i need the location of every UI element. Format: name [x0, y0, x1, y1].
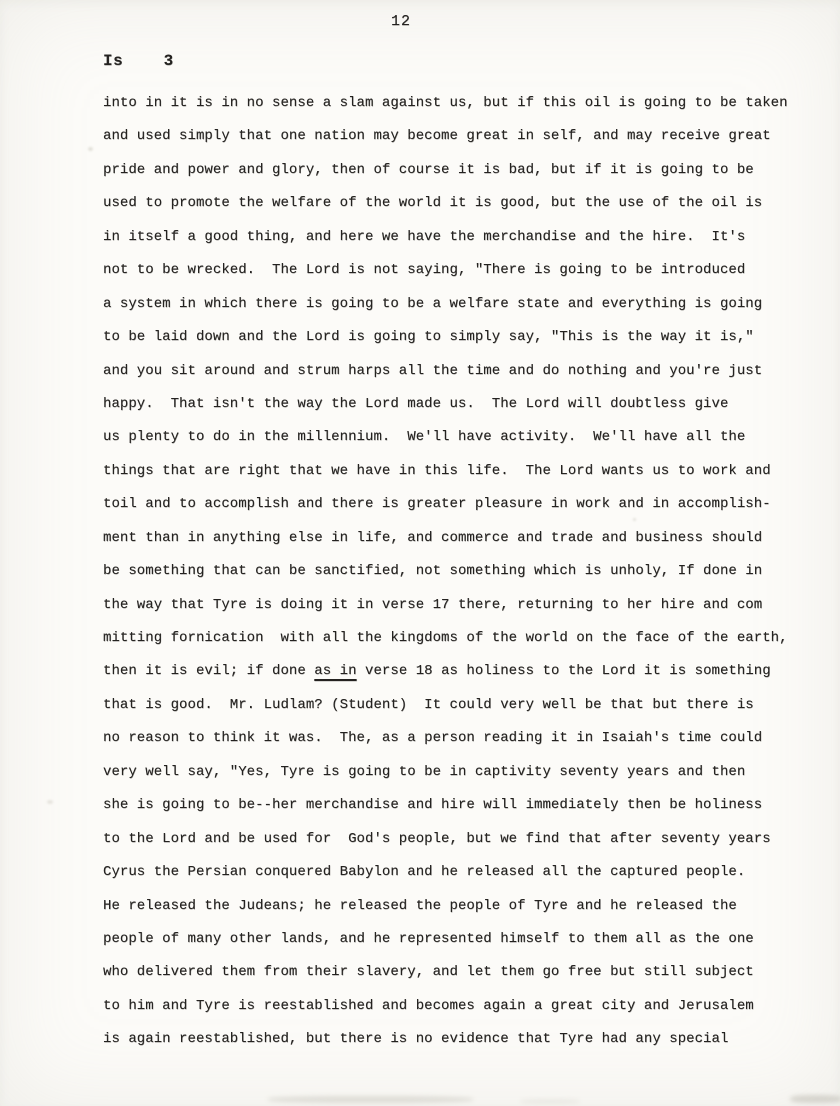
scan-smudge	[520, 1099, 580, 1104]
text-line: be something that can be sanctified, not something which is unholy, If done in	[103, 563, 763, 580]
text-line: very well say, "Yes, Tyre is going to be in captivity seventy years and then	[103, 763, 746, 780]
text-line: into in it is in no sense a slam against us, but if this oil is going to be taken	[103, 95, 788, 111]
text-line: in itself a good thing, and here we have the merchandise and the hire. It's	[103, 228, 746, 245]
text-line: is again reestablished, but there is no evidence that Tyre had any special	[103, 1031, 729, 1048]
text-line: to him and Tyre is reestablished and becomes again a great city and Jerusalem	[103, 997, 754, 1014]
scan-smudge	[790, 1095, 840, 1103]
text-line: she is going to be--her merchandise and hire will immediately then be holiness	[103, 797, 763, 814]
reference-heading: Is 3	[103, 52, 174, 70]
scan-smudge	[268, 1096, 473, 1103]
text-line: mitting fornication with all the kingdoms of the world on the face of the earth,	[103, 630, 788, 646]
text-line: that is good. Mr. Ludlam? (Student) It could very well be that but there is	[103, 696, 754, 713]
scan-artifact	[88, 147, 93, 151]
text-line: pride and power and glory, then of course it is bad, but if it is going to be	[103, 161, 754, 178]
text-line: used to promote the welfare of the world it is good, but the use of the oil is	[103, 195, 763, 212]
underlined-text: as in	[314, 663, 357, 680]
text-line: to be laid down and the Lord is going to simply say, "This is the way it is,"	[103, 329, 754, 346]
text-line: the way that Tyre is doing it in verse 17 there, returning to her hire and com	[103, 596, 763, 613]
typewritten-text	[103, 87, 803, 1057]
text-line: to the Lord and be used for God's people, but we find that after seventy years	[103, 830, 771, 847]
text-line: ment than in anything else in life, and commerce and trade and business should	[103, 529, 763, 546]
text-line: things that are right that we have in this life. The Lord wants us to work and	[103, 462, 771, 479]
text-line: toil and to accomplish and there is greater pleasure in work and in accomplish-	[103, 496, 771, 513]
page-number: 12	[391, 13, 412, 30]
text-line: then it is evil; if done as in verse 18 as holiness to the Lord it is something	[103, 663, 771, 680]
scan-artifact	[633, 518, 636, 521]
text-line: and you sit around and strum harps all the time and do nothing and you're just	[103, 362, 763, 379]
text-line: no reason to think it was. The, as a person reading it in Isaiah's time could	[103, 730, 763, 747]
text-line: us plenty to do in the millennium. We'll have activity. We'll have all the	[103, 429, 746, 446]
text-line: not to be wrecked. The Lord is not saying, "There is going to be introduced	[103, 262, 746, 279]
text-line: happy. That isn't the way the Lord made us. The Lord will doubtless give	[103, 395, 729, 412]
text-line: a system in which there is going to be a welfare state and everything is going	[103, 295, 763, 312]
scan-artifact	[47, 800, 53, 804]
text-line: people of many other lands, and he represented himself to them all as the one	[103, 930, 754, 947]
text-line: who delivered them from their slavery, and let them go free but still subject	[103, 964, 754, 981]
text-line: Cyrus the Persian conquered Babylon and he released all the captured people.	[103, 864, 746, 881]
text-line: He released the Judeans; he released the people of Tyre and he released the	[103, 897, 737, 914]
text-line: and used simply that one nation may become great in self, and may receive great	[103, 128, 771, 145]
